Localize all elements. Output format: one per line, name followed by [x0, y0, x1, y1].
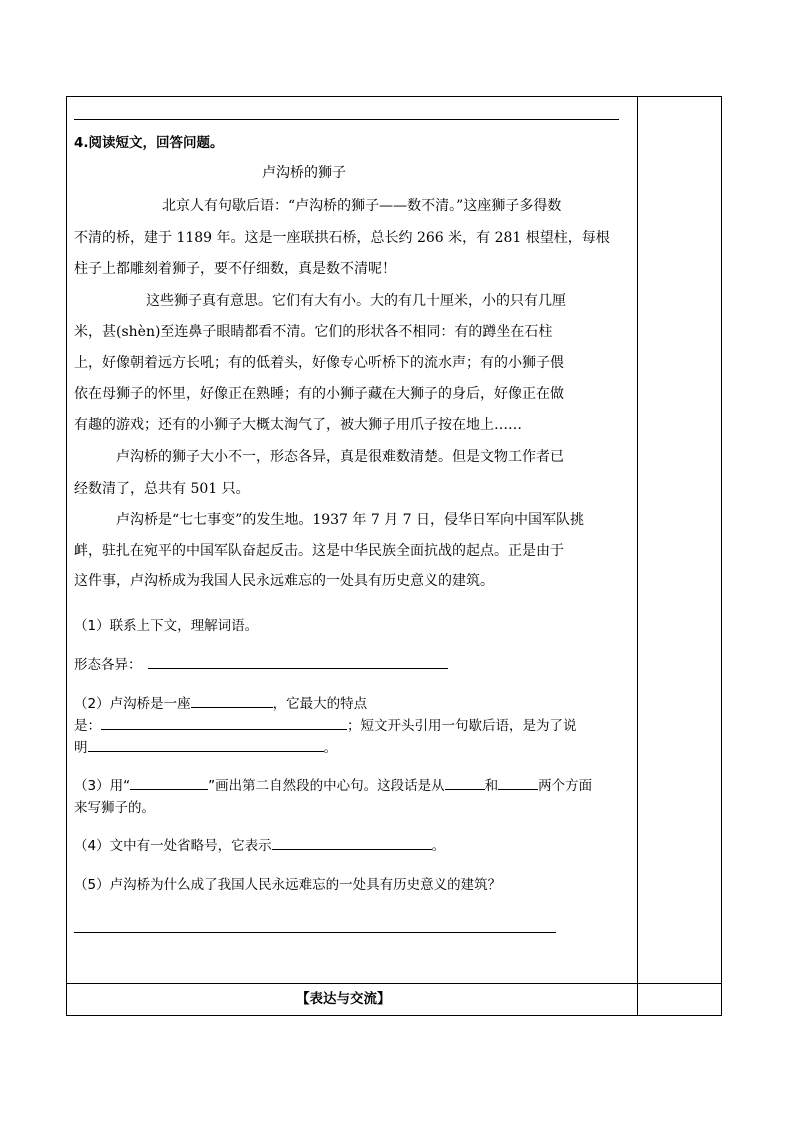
passage-line: 衅，驻扎在宛平的中国军队奋起反击。这是中华民族全面抗战的起点。正是由于	[74, 543, 564, 559]
subquestion-2-text: ，它最大的特点	[272, 696, 368, 712]
passage-line: 卢沟桥的狮子大小不一，形态各异，真是很难数清楚。但是文物工作者已	[116, 449, 564, 465]
question-heading: 4.阅读短文，回答问题。	[74, 135, 224, 151]
answer-line[interactable]	[74, 932, 556, 933]
passage-line: 不清的桥，建于 1189 年。这是一座联拱石桥，总长约 266 米，有 281 根望柱，每根	[74, 230, 610, 246]
passage-line: 有趣的游戏；还有的小狮子大概太淘气了，被大狮子用爪子按在地上……	[74, 417, 522, 433]
subquestion-3-text: （3）用“	[74, 778, 131, 794]
subquestion-2-line-2	[74, 715, 577, 737]
subquestion-4	[74, 835, 445, 857]
passage-line: 依在母狮子的怀里，好像正在熟睡；有的小狮子藏在大狮子的身后，好像正在做	[74, 386, 564, 402]
subquestion-2-line-1	[74, 693, 367, 715]
subquestion-3-text: 两个方面	[538, 778, 593, 794]
answer-blank[interactable]	[88, 737, 324, 752]
subquestion-2-text: 是：	[74, 718, 101, 734]
row-divider	[66, 983, 722, 984]
answer-line-previous	[74, 119, 619, 120]
subquestion-5: （5）卢沟桥为什么成了我国人民永远难忘的一处具有历史意义的建筑？	[74, 877, 502, 893]
subquestion-2-text: ；短文开头引用一句歇后语，是为了说	[347, 718, 577, 734]
passage-line: 北京人有句歇后语：“卢沟桥的狮子——数不清。”这座狮子多得数	[162, 198, 562, 214]
subquestion-2-text: （2）卢沟桥是一座	[74, 696, 191, 712]
subquestion-3-text: 和	[484, 778, 499, 794]
section-footer: 【表达与交流】	[296, 991, 391, 1007]
subquestion-4-text: （4）文中有一处省略号，它表示	[74, 838, 272, 854]
answer-blank[interactable]	[148, 654, 448, 669]
column-divider	[637, 96, 638, 1016]
subquestion-2-line-3	[74, 737, 337, 759]
passage-line: 上，好像朝着远方长吼；有的低着头，好像专心听桥下的流水声；有的小狮子偎	[74, 355, 564, 371]
subquestion-3-text: ”画出第二自然段的中心句。这段话是从	[208, 778, 445, 794]
passage-line: 这些狮子真有意思。它们有大有小。大的有几十厘米，小的只有几厘	[146, 293, 566, 309]
passage-title: 卢沟桥的狮子	[262, 165, 346, 181]
passage-line: 经数清了，总共有 501 只。	[74, 481, 250, 497]
passage-line: 米，甚(shèn)至连鼻子眼睛都看不清。它们的形状各不相同：有的蹲坐在石柱	[74, 324, 553, 340]
passage-line: 这件事，卢沟桥成为我国人民永远难忘的一处具有历史意义的建筑。	[74, 573, 494, 589]
subquestion-4-text: 。	[431, 838, 446, 854]
subquestion-2-text: 。	[323, 740, 337, 756]
passage-line: 柱子上都雕刻着狮子，要不仔细数，真是数不清呢！	[74, 261, 396, 277]
answer-blank[interactable]	[130, 775, 208, 790]
term-label: 形态各异：	[74, 657, 142, 673]
passage-line: 卢沟桥是“七七事变”的发生地。1937 年 7 月 7 日，侵华日军向中国军队挑	[116, 512, 585, 528]
subquestion-1: （1）联系上下文，理解词语。	[74, 618, 259, 634]
answer-blank[interactable]	[101, 715, 347, 730]
answer-blank[interactable]	[191, 693, 273, 708]
subquestion-3-line-1	[74, 775, 592, 797]
subquestion-1-term	[74, 654, 448, 676]
answer-blank[interactable]	[272, 835, 432, 850]
worksheet-table	[66, 96, 722, 1016]
subquestion-2-text: 明	[74, 740, 88, 756]
answer-blank[interactable]	[498, 775, 538, 790]
subquestion-3-line-2: 来写狮子的。	[74, 800, 155, 816]
answer-blank[interactable]	[445, 775, 485, 790]
